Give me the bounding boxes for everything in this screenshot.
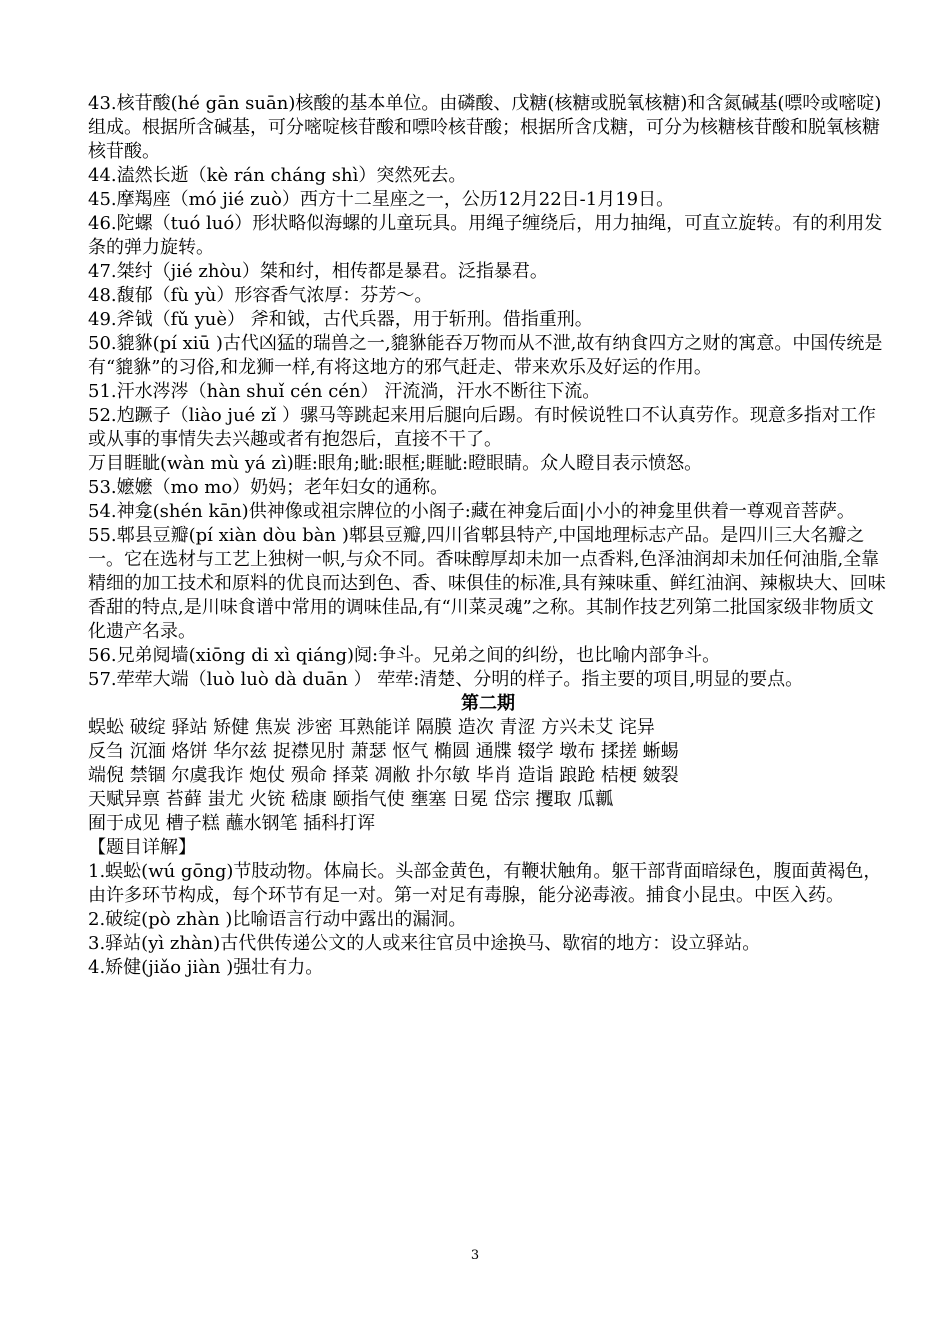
entry-45: 45.摩羯座（mó jié zuò）西方十二星座之一，公历12月22日-1月19日。 xyxy=(88,189,675,210)
entry-51: 51.汗水涔涔（hàn shuǐ cén cén） 汗流淌，汗水不断往下流。 xyxy=(88,381,601,402)
entry-2: 2.破绽(pò zhàn )比喻语言行动中露出的漏洞。 xyxy=(88,909,467,930)
entries-bottom xyxy=(88,860,888,980)
entries-top xyxy=(88,92,888,692)
entry-4: 4.矫健(jiǎo jiàn )强壮有力。 xyxy=(88,957,324,978)
entry-50: 50.貔貅(pí xiū )古代凶猛的瑞兽之一,貔貅能吞万物而从不泄,故有纳食四方之财的寓意。中国传统是有“貔貅”的习俗,和龙狮一样,有将这地方的邪气赶走、带来欢乐及好运的作用。 xyxy=(88,333,883,378)
entry-48: 48.馥郁（fù yù）形容香气浓厚：芬芳～。 xyxy=(88,285,433,306)
entry-57: 57.荦荦大端（luò luò dà duān ） 荦荦:清楚、分明的样子。指主要的项目,明显的要点。 xyxy=(88,669,804,690)
word-line: 端倪 禁锢 尔虞我诈 炮仗 殒命 择菜 凋敝 扑尔敏 毕肖 造诣 踉跄 桔梗 皴裂 xyxy=(88,765,679,786)
word-list xyxy=(88,716,888,836)
entry-56: 56.兄弟阋墙(xiōng di xì qiáng)阋:争斗。兄弟之间的纠纷，也比喻内部争斗。 xyxy=(88,645,721,666)
entry-55: 55.郫县豆瓣(pí xiàn dòu bàn )郫县豆瓣,四川省郫县特产,中国地理标志产品。是四川三大名瓣之一。它在选材与工艺上独树一帜,与众不同。香味醇厚却未加一点香料,色泽油润却未加任何油脂,全靠精细的加工技术和原料的优良而达到色、香、味俱佳的标准,具有辣味重、鲜红油润、辣椒块大、回味香甜的特点,是川味食谱中常用的调味佳品,有“川菜灵魂”之称。其制作技艺列第二批国家级非物质文化遗产名录。 xyxy=(88,525,886,642)
entry-47: 47.桀纣（jié zhòu）桀和纣，相传都是暴君。泛指暴君。 xyxy=(88,261,548,282)
word-line: 反刍 沉湎 烙饼 华尔兹 捉襟见肘 萧瑟 怄气 椭圆 通牒 辍学 墩布 揉搓 蜥蜴 xyxy=(88,741,679,762)
entry-49: 49.斧钺（fǔ yuè） 斧和钺，古代兵器，用于斩刑。借指重刑。 xyxy=(88,309,593,330)
page-number: 3 xyxy=(470,1248,480,1263)
entry-54: 54.神龛(shén kān)供神像或祖宗牌位的小阁子:藏在神龛后面|小小的神龛里供着一尊观音菩萨。 xyxy=(88,501,855,522)
entry-46: 46.陀螺（tuó luó）形状略似海螺的儿童玩具。用绳子缠绕后，用力抽绳，可直立旋转。有的利用发条的弹力旋转。 xyxy=(88,213,883,258)
explain-label: 【题目详解】 xyxy=(88,837,196,858)
word-line: 囿于成见 槽子糕 蘸水钢笔 插科打诨 xyxy=(88,813,376,834)
entry-44: 44.溘然长逝（kè rán cháng shì）突然死去。 xyxy=(88,165,467,186)
entry-52: 52.尥蹶子（liào jué zǐ ）骡马等跳起来用后腿向后踢。有时候说牲口不认真劳作。现意多指对工作或从事的事情失去兴趣或者有抱怨后，直接不干了。 xyxy=(88,405,876,450)
entry-43: 43.核苷酸(hé gān suān)核酸的基本单位。由磷酸、戊糖(核糖或脱氧核糖)和含氮碱基(嘌呤或嘧啶)组成。根据所含碱基，可分嘧啶核苷酸和嘌呤核苷酸；根据所含戊糖，可分为核糖核苷酸和脱氧核糖核苷酸。 xyxy=(88,93,882,162)
entry-1: 1.蜈蚣(wú gōng)节肢动物。体扁长。头部金黄色，有鞭状触角。躯干部背面暗绿色，腹面黄褐色，由许多环节构成，每个环节有足一对。第一对足有毒腺，能分泌毒液。捕食小昆虫。中医入药。 xyxy=(88,861,882,906)
entry-53: 53.嬷嬷（mo mo）奶妈；老年妇女的通称。 xyxy=(88,477,449,498)
section-title: 第二期 xyxy=(461,693,515,714)
entry-52-extra: 万目睚眦(wàn mù yá zì)睚:眼角;眦:眼框;睚眦:瞪眼睛。众人瞪目表示愤怒。 xyxy=(88,453,703,474)
entry-3: 3.驿站(yì zhàn)古代供传递公文的人或来往官员中途换马、歇宿的地方：设立驿站。 xyxy=(88,933,761,954)
document-body xyxy=(88,92,888,980)
word-line: 天赋异禀 苔藓 蚩尤 火铳 嵇康 颐指气使 壅塞 日冕 岱宗 攫取 瓜瓤 xyxy=(88,789,614,810)
word-line: 蜈蚣 破绽 驿站 矫健 焦炭 涉密 耳熟能详 隔膜 造次 青涩 方兴未艾 诧异 xyxy=(88,717,655,738)
